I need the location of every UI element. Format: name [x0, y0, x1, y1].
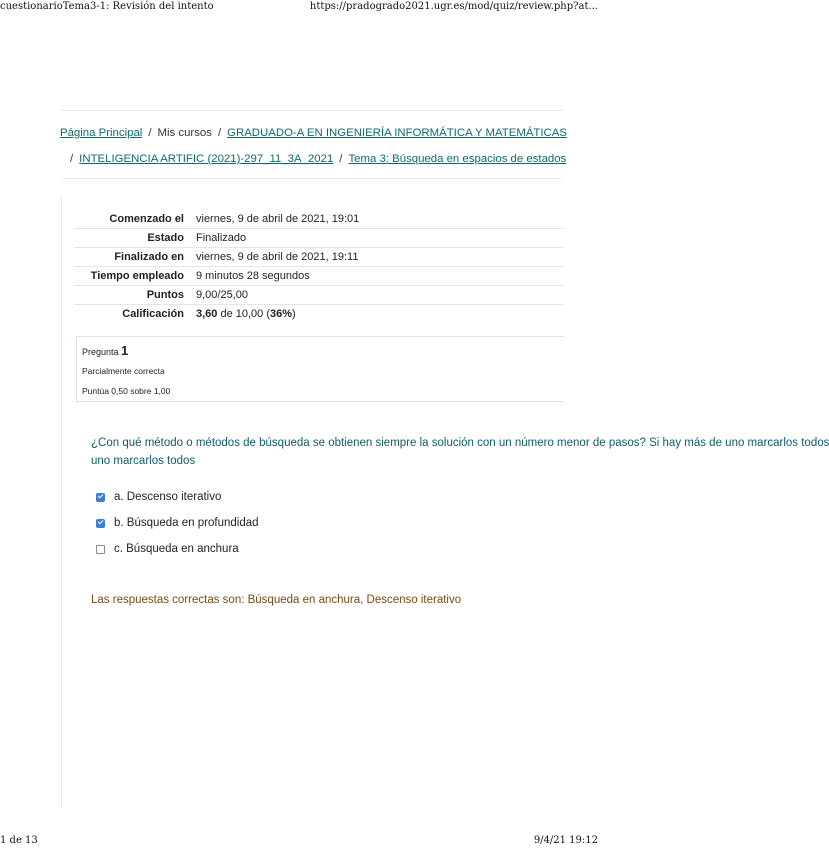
answer-label: b. Búsqueda en profundidad [114, 517, 259, 529]
summary-label: Tiempo empleado [90, 270, 184, 282]
question-text [91, 434, 829, 470]
answer-label: c. Búsqueda en anchura [114, 543, 239, 555]
summary-label: Puntos [146, 289, 184, 301]
content-left-border [61, 196, 62, 808]
breadcrumb-category-link[interactable]: GRADUADO-A EN INGENIERÍA INFORMÁTICA Y MATEMÁTICAS [227, 127, 567, 139]
summary-label: Estado [147, 232, 184, 244]
breadcrumb-section-link[interactable]: Tema 3: Búsqueda en espacios de estados [348, 153, 567, 165]
grade-value [190, 305, 564, 324]
answer-list [96, 484, 259, 562]
question-label: Pregunta [82, 347, 119, 357]
question-text-line: ¿Con qué método o métodos de búsqueda se obtienen siempre la solución con un número menor de pasos? Si hay más de uno marcarlos todos [91, 437, 829, 449]
table-row [74, 210, 564, 229]
breadcrumb [60, 127, 565, 139]
breadcrumb-course-link[interactable]: INTELIGENCIA ARTIFIC (2021)-297_11_3A_2021 [79, 153, 334, 165]
checkbox-unchecked-icon[interactable] [96, 545, 105, 554]
table-row [74, 267, 564, 286]
summary-label: Finalizado en [114, 251, 184, 263]
breadcrumb-separator: / [70, 153, 74, 165]
table-row [74, 286, 564, 305]
breadcrumb-my-courses: Mis cursos [157, 127, 212, 139]
page-count: 1 de 13 [0, 835, 38, 846]
summary-value: viernes, 9 de abril de 2021, 19:11 [196, 251, 359, 263]
print-header-url: https://pradogrado2021.ugr.es/mod/quiz/review.php?at... [309, 1, 598, 12]
grade-close: ) [292, 308, 296, 320]
question-number [82, 343, 128, 358]
summary-label: Comenzado el [109, 213, 184, 225]
table-row [74, 305, 564, 324]
grade-number: 3,60 [196, 308, 218, 320]
summary-value: Finalizado [196, 232, 247, 244]
breadcrumb-separator: / [148, 127, 152, 139]
print-timestamp: 9/4/21 19:12 [533, 835, 598, 846]
attempt-summary-table [74, 210, 564, 323]
grade-percent: 36% [270, 308, 293, 320]
question-state: Parcialmente correcta [82, 366, 165, 376]
question-number-value: 1 [121, 343, 129, 358]
summary-value: 9,00/25,00 [196, 289, 248, 301]
summary-value: 9 minutos 28 segundos [196, 270, 310, 282]
breadcrumb-separator: / [217, 127, 222, 139]
summary-label: Calificación [122, 308, 184, 320]
print-header-title: cuestionarioTema3-1: Revisión del intento [0, 1, 214, 12]
table-row [74, 229, 564, 248]
print-footer [0, 835, 600, 851]
answer-option[interactable] [96, 484, 259, 510]
checkbox-checked-icon[interactable] [96, 493, 105, 502]
question-text-line: uno marcarlos todos [91, 455, 196, 467]
answer-option[interactable] [96, 536, 259, 562]
grade-scale: de 10,00 ( [217, 308, 271, 320]
answer-label: a. Descenso iterativo [114, 491, 222, 503]
header-divider [61, 178, 563, 179]
right-answer-feedback: Las respuestas correctas son: Búsqueda en anchura, Descenso iterativo [91, 594, 462, 606]
question-info-box [76, 336, 564, 402]
top-divider [61, 110, 563, 111]
checkbox-checked-icon[interactable] [96, 519, 105, 528]
print-header [0, 1, 600, 17]
breadcrumb-continued [60, 153, 565, 165]
breadcrumb-home-link[interactable]: Página Principal [60, 127, 143, 139]
breadcrumb-separator: / [339, 153, 343, 165]
table-row [74, 248, 564, 267]
answer-option[interactable] [96, 510, 259, 536]
question-grade: Puntúa 0,50 sobre 1,00 [82, 386, 171, 396]
summary-value: viernes, 9 de abril de 2021, 19:01 [196, 213, 360, 225]
